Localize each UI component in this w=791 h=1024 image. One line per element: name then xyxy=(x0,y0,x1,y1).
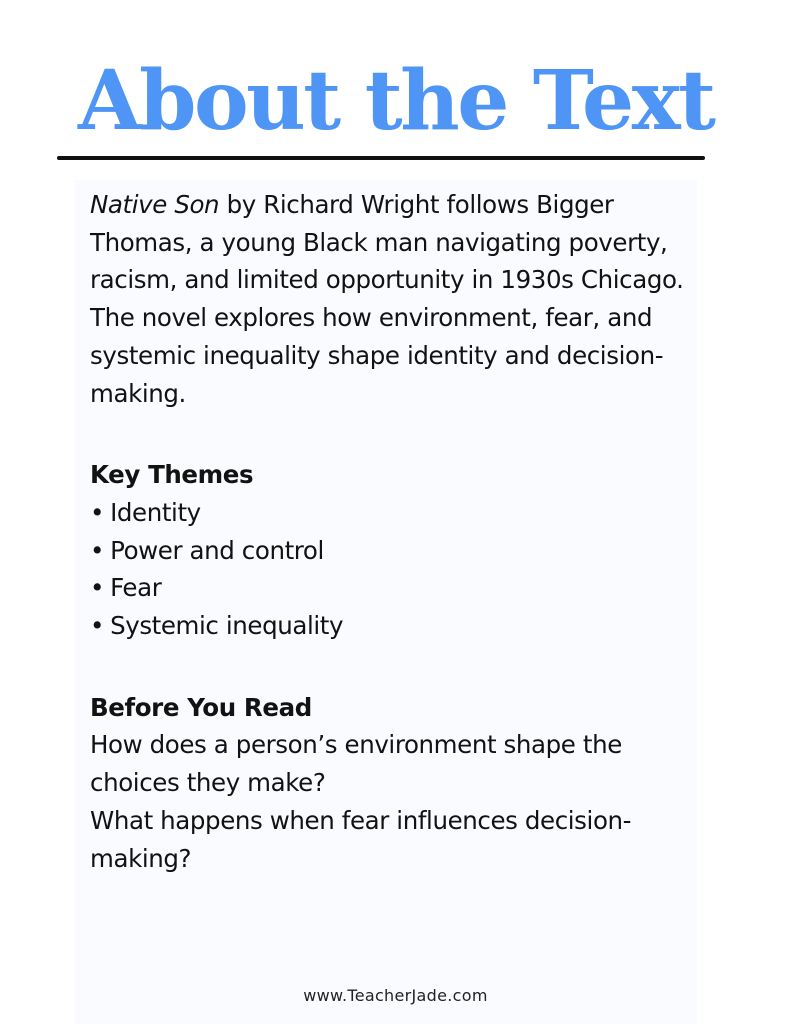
bullet-icon: • xyxy=(90,611,105,641)
question-1: How does a person’s environment shape the choices they make? xyxy=(90,730,622,798)
theme-label: Fear xyxy=(110,573,162,603)
list-item xyxy=(90,494,710,532)
question-2: What happens when fear influences decision-making? xyxy=(90,805,632,873)
main-content xyxy=(90,186,710,877)
bullet-icon: • xyxy=(90,535,105,565)
intro-paragraph xyxy=(90,186,710,412)
key-themes-list xyxy=(90,494,710,645)
list-item xyxy=(90,532,710,570)
before-you-read-heading: Before You Read xyxy=(90,692,312,722)
bullet-icon: • xyxy=(90,573,105,603)
theme-label: Systemic inequality xyxy=(110,611,344,641)
theme-label: Identity xyxy=(110,497,201,527)
title-divider xyxy=(57,156,705,160)
list-item xyxy=(90,569,710,607)
intro-text: by Richard Wright follows Bigger Thomas, a young Black man navigating poverty, racism, and limited opportunity in 1930s Chicago. The novel explores how environment, fear, and systemic inequality shape identity and decision-making. xyxy=(90,190,684,408)
key-themes-heading: Key Themes xyxy=(90,460,254,490)
theme-label: Power and control xyxy=(110,535,324,565)
bullet-icon: • xyxy=(90,497,105,527)
page-title: About the Text xyxy=(78,53,714,149)
list-item xyxy=(90,607,710,645)
book-title: Native Son xyxy=(90,190,220,219)
footer-website: www.TeacherJade.com xyxy=(303,986,488,1005)
